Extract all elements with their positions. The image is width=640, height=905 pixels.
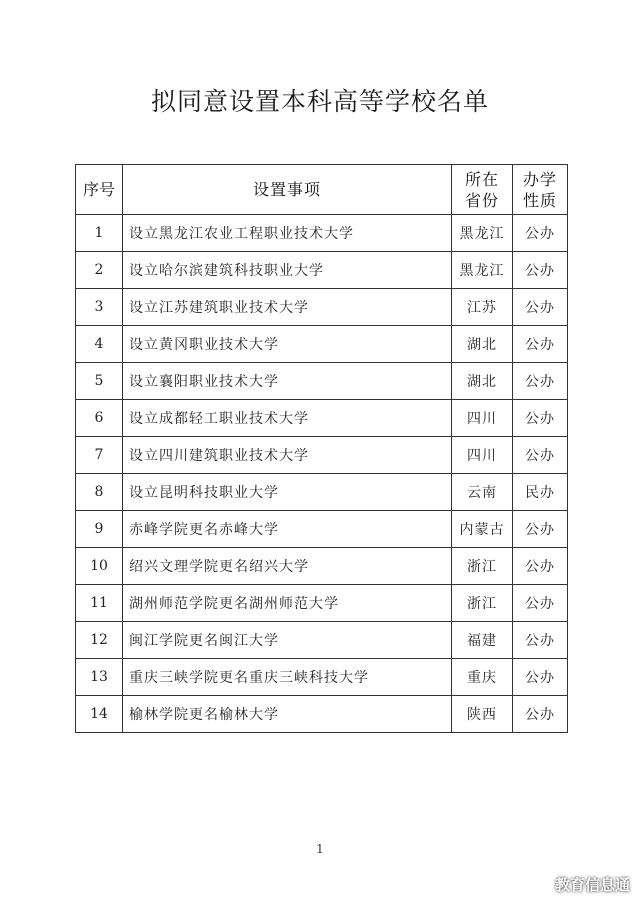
row-item: 重庆三峡学院更名重庆三峡科技大学 [123,659,452,696]
row-item: 设立昆明科技职业大学 [123,474,452,511]
header-nature-line2: 性质 [522,190,557,210]
table-row [76,289,568,326]
table-row [76,585,568,622]
row-province: 湖北 [452,363,513,400]
row-item: 湖州师范学院更名湖州师范大学 [123,585,452,622]
row-item: 设立哈尔滨建筑科技职业大学 [123,252,452,289]
row-province: 福建 [452,622,513,659]
table-row [76,696,568,733]
row-nature: 公办 [513,622,568,659]
row-no: 11 [76,585,123,622]
row-no: 6 [76,400,123,437]
table-row [76,326,568,363]
row-nature: 公办 [513,400,568,437]
row-no: 12 [76,622,123,659]
row-nature: 公办 [513,215,568,252]
row-nature: 公办 [513,548,568,585]
row-item: 设立黄冈职业技术大学 [123,326,452,363]
header-nature [513,165,568,215]
header-province-line1: 所在 [464,169,499,189]
header-nature-line1: 办学 [522,169,557,189]
row-nature: 公办 [513,289,568,326]
header-no: 序号 [76,165,123,215]
row-item: 赤峰学院更名赤峰大学 [123,511,452,548]
table-header-row [76,165,568,215]
table-row [76,363,568,400]
row-no: 5 [76,363,123,400]
row-item: 设立江苏建筑职业技术大学 [123,289,452,326]
row-province: 黑龙江 [452,215,513,252]
row-nature: 公办 [513,252,568,289]
document-title: 拟同意设置本科高等学校名单 [150,87,489,116]
row-province: 黑龙江 [452,252,513,289]
row-province: 重庆 [452,659,513,696]
row-item: 闽江学院更名闽江大学 [123,622,452,659]
row-no: 1 [76,215,123,252]
row-no: 13 [76,659,123,696]
row-no: 2 [76,252,123,289]
header-item: 设置事项 [123,165,452,215]
row-province: 陕西 [452,696,513,733]
row-item: 设立成都轻工职业技术大学 [123,400,452,437]
table-row [76,252,568,289]
row-province: 江苏 [452,289,513,326]
row-nature: 公办 [513,437,568,474]
table-row [76,437,568,474]
table-row [76,659,568,696]
table-row [76,511,568,548]
row-province: 云南 [452,474,513,511]
row-item: 设立黑龙江农业工程职业技术大学 [123,215,452,252]
row-no: 8 [76,474,123,511]
table-row [76,400,568,437]
row-nature: 公办 [513,511,568,548]
row-nature: 公办 [513,696,568,733]
header-province [452,165,513,215]
row-nature: 公办 [513,659,568,696]
row-province: 浙江 [452,585,513,622]
row-nature: 公办 [513,585,568,622]
row-no: 7 [76,437,123,474]
row-province: 湖北 [452,326,513,363]
watermark: 教育信息通 [554,876,630,894]
header-province-line2: 省份 [464,190,499,210]
table-row [76,474,568,511]
row-province: 四川 [452,400,513,437]
row-no: 9 [76,511,123,548]
school-list-table [75,164,568,733]
table-row [76,215,568,252]
row-nature: 公办 [513,363,568,400]
row-no: 3 [76,289,123,326]
row-no: 4 [76,326,123,363]
row-province: 浙江 [452,548,513,585]
table-row [76,622,568,659]
row-nature: 公办 [513,326,568,363]
row-nature: 民办 [513,474,568,511]
row-no: 10 [76,548,123,585]
row-province: 四川 [452,437,513,474]
row-item: 设立襄阳职业技术大学 [123,363,452,400]
table-row [76,548,568,585]
page-number: 1 [316,842,324,856]
row-province: 内蒙古 [452,511,513,548]
row-no: 14 [76,696,123,733]
row-item: 榆林学院更名榆林大学 [123,696,452,733]
row-item: 绍兴文理学院更名绍兴大学 [123,548,452,585]
row-item: 设立四川建筑职业技术大学 [123,437,452,474]
